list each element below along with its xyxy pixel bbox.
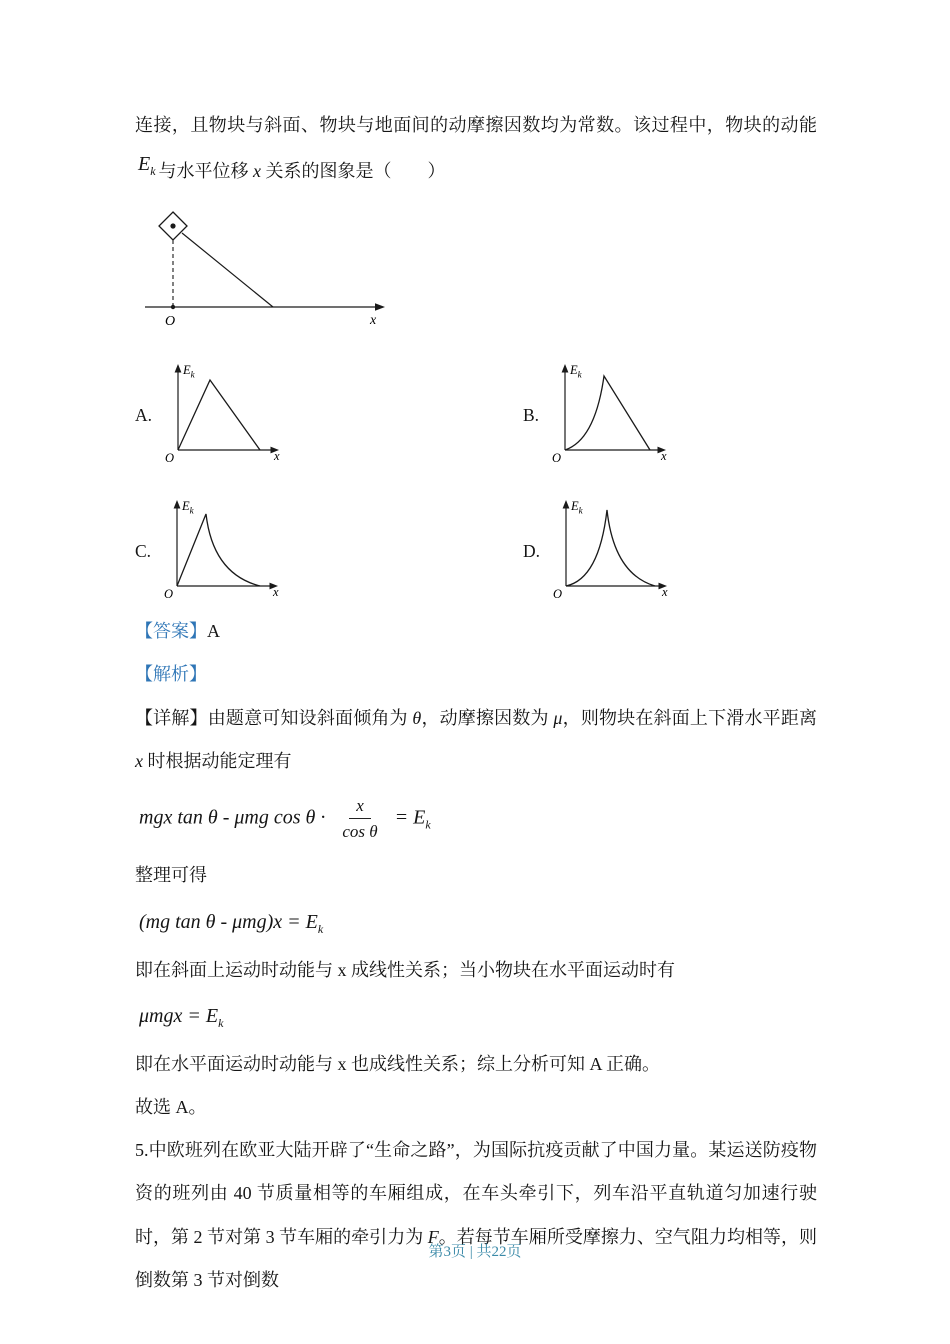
conclusion-text: 故选 A。: [135, 1097, 207, 1117]
detail-label: 【详解】: [135, 707, 208, 728]
intro-text-2: 与水平位移: [158, 161, 254, 182]
answer-value: A: [207, 621, 220, 642]
option-b-label: B.: [523, 404, 540, 425]
svg-text:Ek: $E_k$: [182, 499, 194, 516]
svg-text:O: O: [553, 587, 563, 602]
option-b: [523, 360, 817, 470]
answer-line: [135, 610, 817, 653]
svg-text:x: x: [273, 585, 279, 600]
analysis-line: [135, 653, 817, 696]
option-a-label: A.: [135, 404, 153, 425]
x-axis-arrow: [375, 303, 385, 311]
option-d-label: D.: [523, 540, 541, 561]
option-c-graph: [159, 496, 291, 606]
intro-text-3: 关系的图象是（ ）: [261, 161, 446, 182]
option-c-label: C.: [135, 540, 152, 561]
fraction-x-over-cos-theta: $\frac{x}{\text{cos θ}}$: [342, 795, 378, 842]
svg-text:Ek: $E_k$: [570, 363, 582, 380]
analysis-label: 【解析】: [135, 664, 207, 685]
incline-figure-container: [135, 205, 817, 342]
formula-simplified: (mg $\tan \theta - \mu mg)x = E_k$: [139, 910, 324, 936]
page-footer: 第3页 | 共22页: [428, 1244, 522, 1260]
intro-text-1: 连接，且物块与斜面、物块与地面间的动摩擦因数均为常数。该过程中，物块的动能: [135, 115, 817, 135]
svg-text:x: x: [274, 449, 280, 464]
mu-variable: μ: [553, 707, 563, 728]
ek-base: E: [138, 153, 151, 176]
question4-intro: [135, 104, 817, 195]
force-variable: F: [427, 1226, 439, 1247]
origin-dot: [171, 305, 175, 309]
question5-paragraph: 5.中欧班列在欧亚大陆开辟了“生命之路”，为国际抗疫贡献了中国力量。某运送防疫物资的班列由 40 节质量相等的车厢组成，在车头牵引下，列车沿平直轨道匀加速行驶时，第 2 节对第 3 节车厢的牵引力为 F。若每节车厢所受摩擦力、空气阻力均相等，则倒数第 3 节对倒数: [135, 1140, 818, 1290]
collate-text: 整理可得: [135, 865, 207, 886]
option-a: [135, 360, 523, 470]
option-b-graph: [547, 360, 679, 470]
incline-line: [182, 233, 273, 307]
formula-energy-theorem: mgx tan θ - μmg cos θ · $\frac{x}{\text{cos θ}}$ = $E_k$: [139, 795, 431, 842]
block-dot: [170, 224, 175, 229]
horizontal-relation-text: 即在水平面运动时动能与 x 也成线性关系；综上分析可知 A 正确。: [135, 1053, 661, 1074]
options-grid: [135, 360, 817, 606]
x-variable: x: [253, 161, 262, 182]
ek-symbol: [138, 140, 156, 188]
svg-text:x: x: [662, 585, 668, 600]
svg-text:Ek: $E_k$: [571, 499, 583, 516]
formula-lead: mgx tan θ - μmg cos θ ·: [139, 806, 326, 829]
option-d: [523, 496, 817, 606]
theta-variable: θ: [412, 707, 422, 728]
formula-equals-ek: = E: [394, 806, 426, 829]
incline-figure: [135, 205, 475, 337]
origin-label: O: [165, 314, 176, 330]
x-variable: x: [135, 750, 143, 771]
detail-paragraph: 【详解】由题意可知设斜面倾角为 θ，动摩擦因数为 μ，则物块在斜面上下滑水平距离 x 时根据动能定理有: [135, 707, 818, 771]
formula-horizontal: $\mu mgx = E_k$: [139, 1004, 224, 1030]
x-axis-label: x: [370, 313, 377, 329]
linear-relation-text: 即在斜面上运动时动能与 x 成线性关系；当小物块在水平面运动时有: [135, 959, 675, 980]
answer-label: 【答案】: [135, 621, 207, 642]
svg-text:O: O: [552, 451, 562, 466]
svg-text:Ek: $E_k$: [183, 363, 195, 380]
ek-subscript: k: [150, 164, 156, 179]
option-a-graph: [160, 360, 292, 470]
option-d-graph: [548, 496, 680, 606]
svg-text:O: O: [164, 587, 174, 602]
svg-text:O: O: [165, 451, 175, 466]
option-c: [135, 496, 523, 606]
svg-text:x: x: [661, 449, 667, 464]
